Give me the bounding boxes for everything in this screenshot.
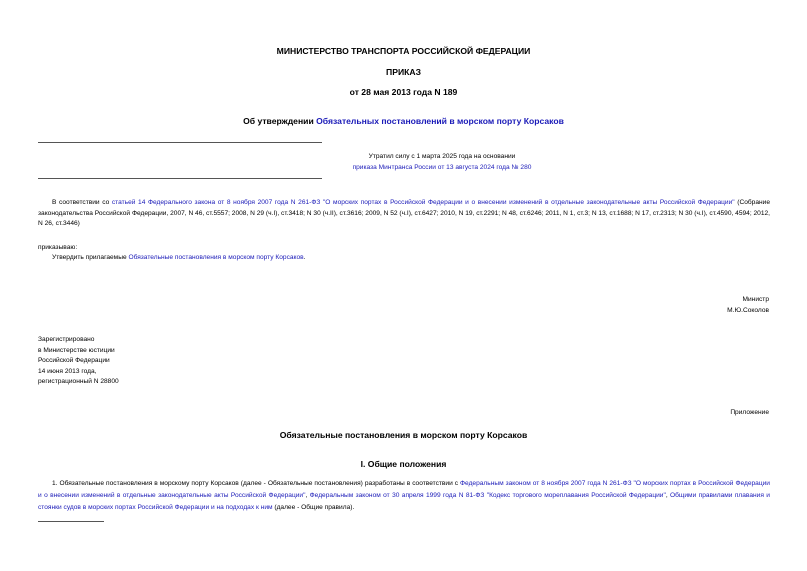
appendix-label: Приложение (730, 409, 769, 416)
appendix-p1-d: (далее - Общие правила). (272, 504, 355, 511)
doc-type-heading: ПРИКАЗ (386, 67, 421, 77)
signature-position: Министр (742, 296, 769, 303)
approve-pre: Утвердить прилагаемые (52, 254, 129, 261)
repeal-notice-line1: Утратил силу с 1 марта 2025 года на основании (368, 153, 516, 160)
preamble-law-link[interactable]: статьей 14 Федерального закона от 8 ноября 2007 года N 261-ФЗ "О морских портах в Российской Федерации и о внесении изменений в отдельные законодательные акты Российской Федерации" (111, 199, 735, 206)
appendix-p1-c: , (665, 492, 671, 499)
signature-block (727, 295, 769, 316)
preamble-paragraph (38, 198, 770, 230)
appendix-general-rules-link[interactable]: Общими правилами плавания и стоянки судов в морских портах Российской Федерации и на подходах к ним (38, 492, 770, 511)
repeal-notice (322, 152, 562, 173)
notice-bottom-rule (38, 178, 322, 179)
appendix-p1-b: , (305, 492, 310, 499)
registration-line: Зарегистрировано (38, 336, 95, 343)
appendix-paragraph-1 (38, 478, 770, 514)
approve-link[interactable]: Обязательные постановления в морском порту Корсаков (128, 254, 304, 261)
doc-title-link[interactable]: Обязательных постановлений в морском порту Корсаков (316, 116, 564, 126)
appendix-title: Обязательные постановления в морском порту Корсаков (279, 430, 528, 440)
appendix-law-261-link[interactable]: Федеральным законом от 8 ноября 2007 года N 261-ФЗ "О морских портах в Российской Федерации и о внесении изменений в отдельные законодательные акты Российской Федерации" (38, 480, 770, 499)
order-word: приказываю: (38, 244, 78, 251)
preamble-pre: В соответствии со (52, 199, 112, 206)
signature-name: М.Ю.Соколов (727, 306, 769, 314)
registration-line: Российской Федерации (38, 357, 110, 364)
repeal-notice-link[interactable]: приказа Минтранса России от 13 августа 2024 года № 280 (352, 163, 532, 171)
registration-line: 14 июня 2013 года, (38, 367, 97, 375)
doc-title-prefix: Об утверждении (243, 116, 317, 126)
section-heading: I. Общие положения (360, 459, 447, 469)
ministry-heading: МИНИСТЕРСТВО ТРАНСПОРТА РОССИЙСКОЙ ФЕДЕРАЦИИ (276, 46, 531, 56)
preamble-sources: (Собрание законодательства Российской Федерации, 2007, N 46, ст.5557; 2008, N 29 (ч.I), ст.3418; N 30 (ч.II), ст.3616; 2009, N 52 (ч.I), ст.6427; 2010, N 19, ст.2291; N 48, ст.6246; 2011, N 1, ст.3; N 13, ст.1688; N 17, ст.2313; N 30 (ч.I), ст.4590, 4594; 2012, N 26, ст.3446) (38, 199, 771, 227)
registration-line: в Министерстве юстиции (38, 346, 115, 354)
notice-top-rule (38, 142, 322, 143)
footnote-rule (38, 521, 104, 522)
approve-line (52, 253, 306, 264)
doc-date-number: от 28 мая 2013 года N 189 (349, 87, 458, 97)
registration-line: регистрационный N 28800 (38, 378, 119, 385)
appendix-law-81-link[interactable]: Федеральным законом от 30 апреля 1999 года N 81-ФЗ "Кодекс торгового мореплавания Российской Федерации" (309, 492, 666, 499)
appendix-p1-a: 1. Обязательные постановления в морскому порту Корсаков (далее - Обязательные постановления) разработаны в соответствии с (52, 480, 461, 487)
doc-title (0, 116, 807, 126)
approve-post: . (303, 254, 306, 261)
registration-block (38, 335, 119, 388)
